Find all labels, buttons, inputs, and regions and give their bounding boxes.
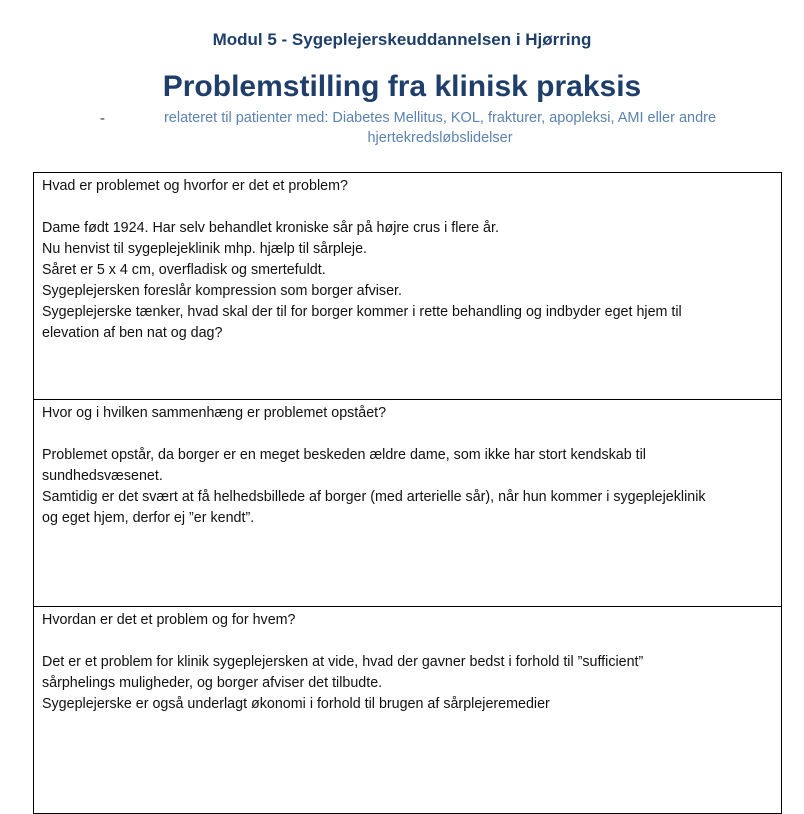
subtitle-line: relateret til patienter med: Diabetes Mellitus, KOL, frakturer, apopleksi, AMI eller andre [163,110,717,126]
section-line: Sygeplejerske er også underlagt økonomi i forhold til brugen af sårplejeremedier [42,696,550,712]
section-line: Problemet opstår, da borger er en meget beskeden ældre dame, som ikke har stort kendskab til [42,447,646,463]
section-line: Sygeplejersken foreslår kompression som borger afviser. [42,283,402,299]
section-line: elevation af ben nat og dag? [42,325,223,341]
problem-table [33,172,782,814]
section-question: Hvordan er det et problem og for hvem? [42,612,296,628]
section-question: Hvad er problemet og hvorfor er det et problem? [42,178,348,194]
section-line: Samtidig er det svært at få helhedsbillede af borger (med arterielle sår), når hun kommer i sygeplejeklinik [42,489,706,505]
section-line: Dame født 1924. Har selv behandlet kroniske sår på højre crus i flere år. [42,220,499,236]
section-line: Nu henvist til sygeplejeklinik mhp. hjælp til sårpleje. [42,241,368,257]
section-context [34,400,782,607]
section-line: Det er et problem for klinik sygeplejersken at vide, hvad der gavner bedst i forhold til ”sufficient” [42,654,644,670]
section-line: Såret er 5 x 4 cm, overfladisk og smertefuldt. [42,262,326,278]
section-problem [34,173,782,400]
section-line: og eget hjem, derfor ej ”er kendt”. [42,510,255,526]
subtitle-line: hjertekredsløbslidelser [367,130,513,146]
section-for-whom [34,607,782,814]
subtitle [120,108,760,148]
section-line: sårphelings muligheder, og borger afviser det tilbudte. [42,675,383,691]
section-question: Hvor og i hvilken sammenhæng er problemet opstået? [42,405,387,421]
bullet-dash: - [100,110,105,127]
section-line: sundhedsvæsenet. [42,468,163,484]
section-line: Sygeplejerske tænker, hvad skal der til for borger kommer i rette behandling og indbyder eget hjem til [42,304,682,320]
page-title: Problemstilling fra klinisk praksis [162,70,642,103]
module-heading: Modul 5 - Sygeplejerskeuddannelsen i Hjørring [212,30,592,49]
